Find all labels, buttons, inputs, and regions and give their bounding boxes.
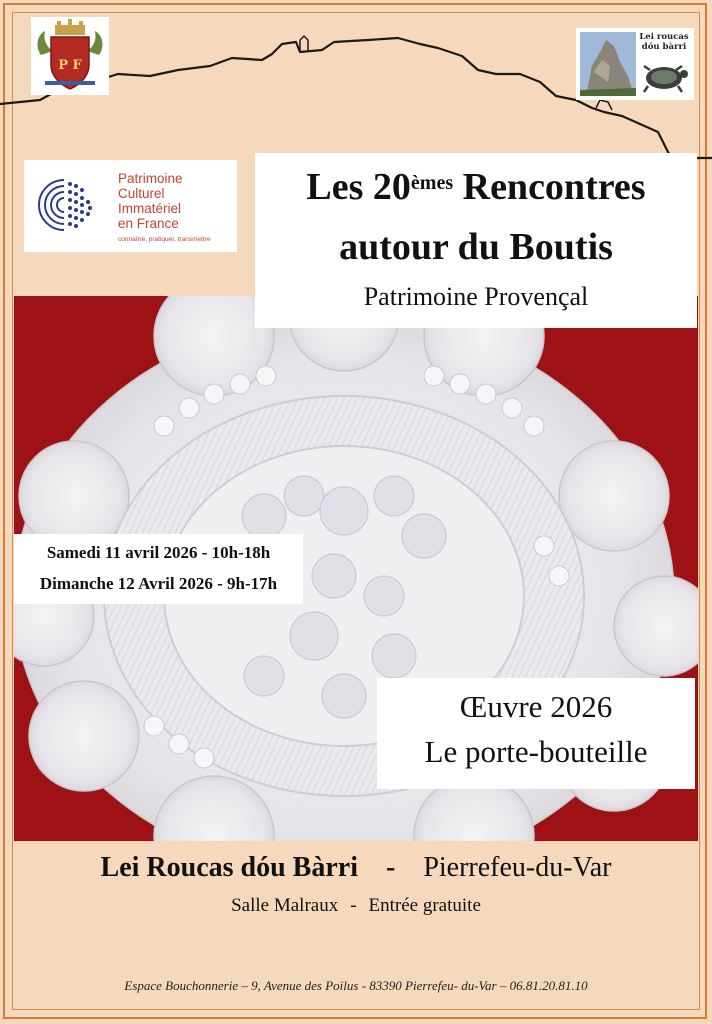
oeuvre-title: Le porte-bouteille xyxy=(424,734,648,769)
svg-text:P F: P F xyxy=(58,58,82,73)
association-logo-line1: Lei roucas xyxy=(639,32,689,42)
venue-name: Salle Malraux xyxy=(231,895,339,916)
pci-tagline: connaître, pratiquer, transmettre xyxy=(118,236,211,243)
association-logo-line2: dóu bàrri xyxy=(641,42,687,52)
pci-line3: Immatériel xyxy=(118,201,182,216)
pci-logo xyxy=(24,160,237,252)
venue-separator: - xyxy=(350,895,357,916)
town-name: Pierrefeu-du-Var xyxy=(423,852,612,883)
page-title-line1: Les 20èmes Rencontres xyxy=(306,166,646,208)
date-sunday: Dimanche 12 Avril 2026 - 9h-17h xyxy=(39,574,278,593)
date-saturday: Samedi 11 avril 2026 - 10h-18h xyxy=(46,543,271,562)
title-superscript: èmes xyxy=(410,172,454,194)
organizer-name: Lei Roucas dóu Bàrri xyxy=(100,852,358,883)
title-box xyxy=(255,153,697,328)
entry-info: Entrée gratuite xyxy=(368,895,481,916)
footer-address: Espace Bouchonnerie – 9, Avenue des Poilus - 83390 Pierrefeu- du-Var – 06.81.20.81.10 xyxy=(124,978,588,993)
footer-organizer-line xyxy=(0,850,712,886)
town-crest-logo xyxy=(31,17,109,95)
oeuvre-year: Œuvre 2026 xyxy=(459,689,613,724)
turtle-icon xyxy=(638,58,690,94)
oeuvre-box xyxy=(377,678,695,789)
page-subtitle: Patrimoine Provençal xyxy=(363,282,589,311)
footer-venue-line xyxy=(0,895,712,917)
rock-photo-icon xyxy=(580,32,636,96)
pci-line1: Patrimoine xyxy=(118,171,183,186)
page-title-line2: autour du Boutis xyxy=(339,226,613,268)
organizer-separator: - xyxy=(386,852,396,883)
dates-box xyxy=(14,534,303,604)
pci-line4: en France xyxy=(118,216,179,231)
pci-dots-icon xyxy=(34,172,100,238)
association-logo xyxy=(576,28,694,100)
pci-line2: Culturel xyxy=(118,186,165,201)
